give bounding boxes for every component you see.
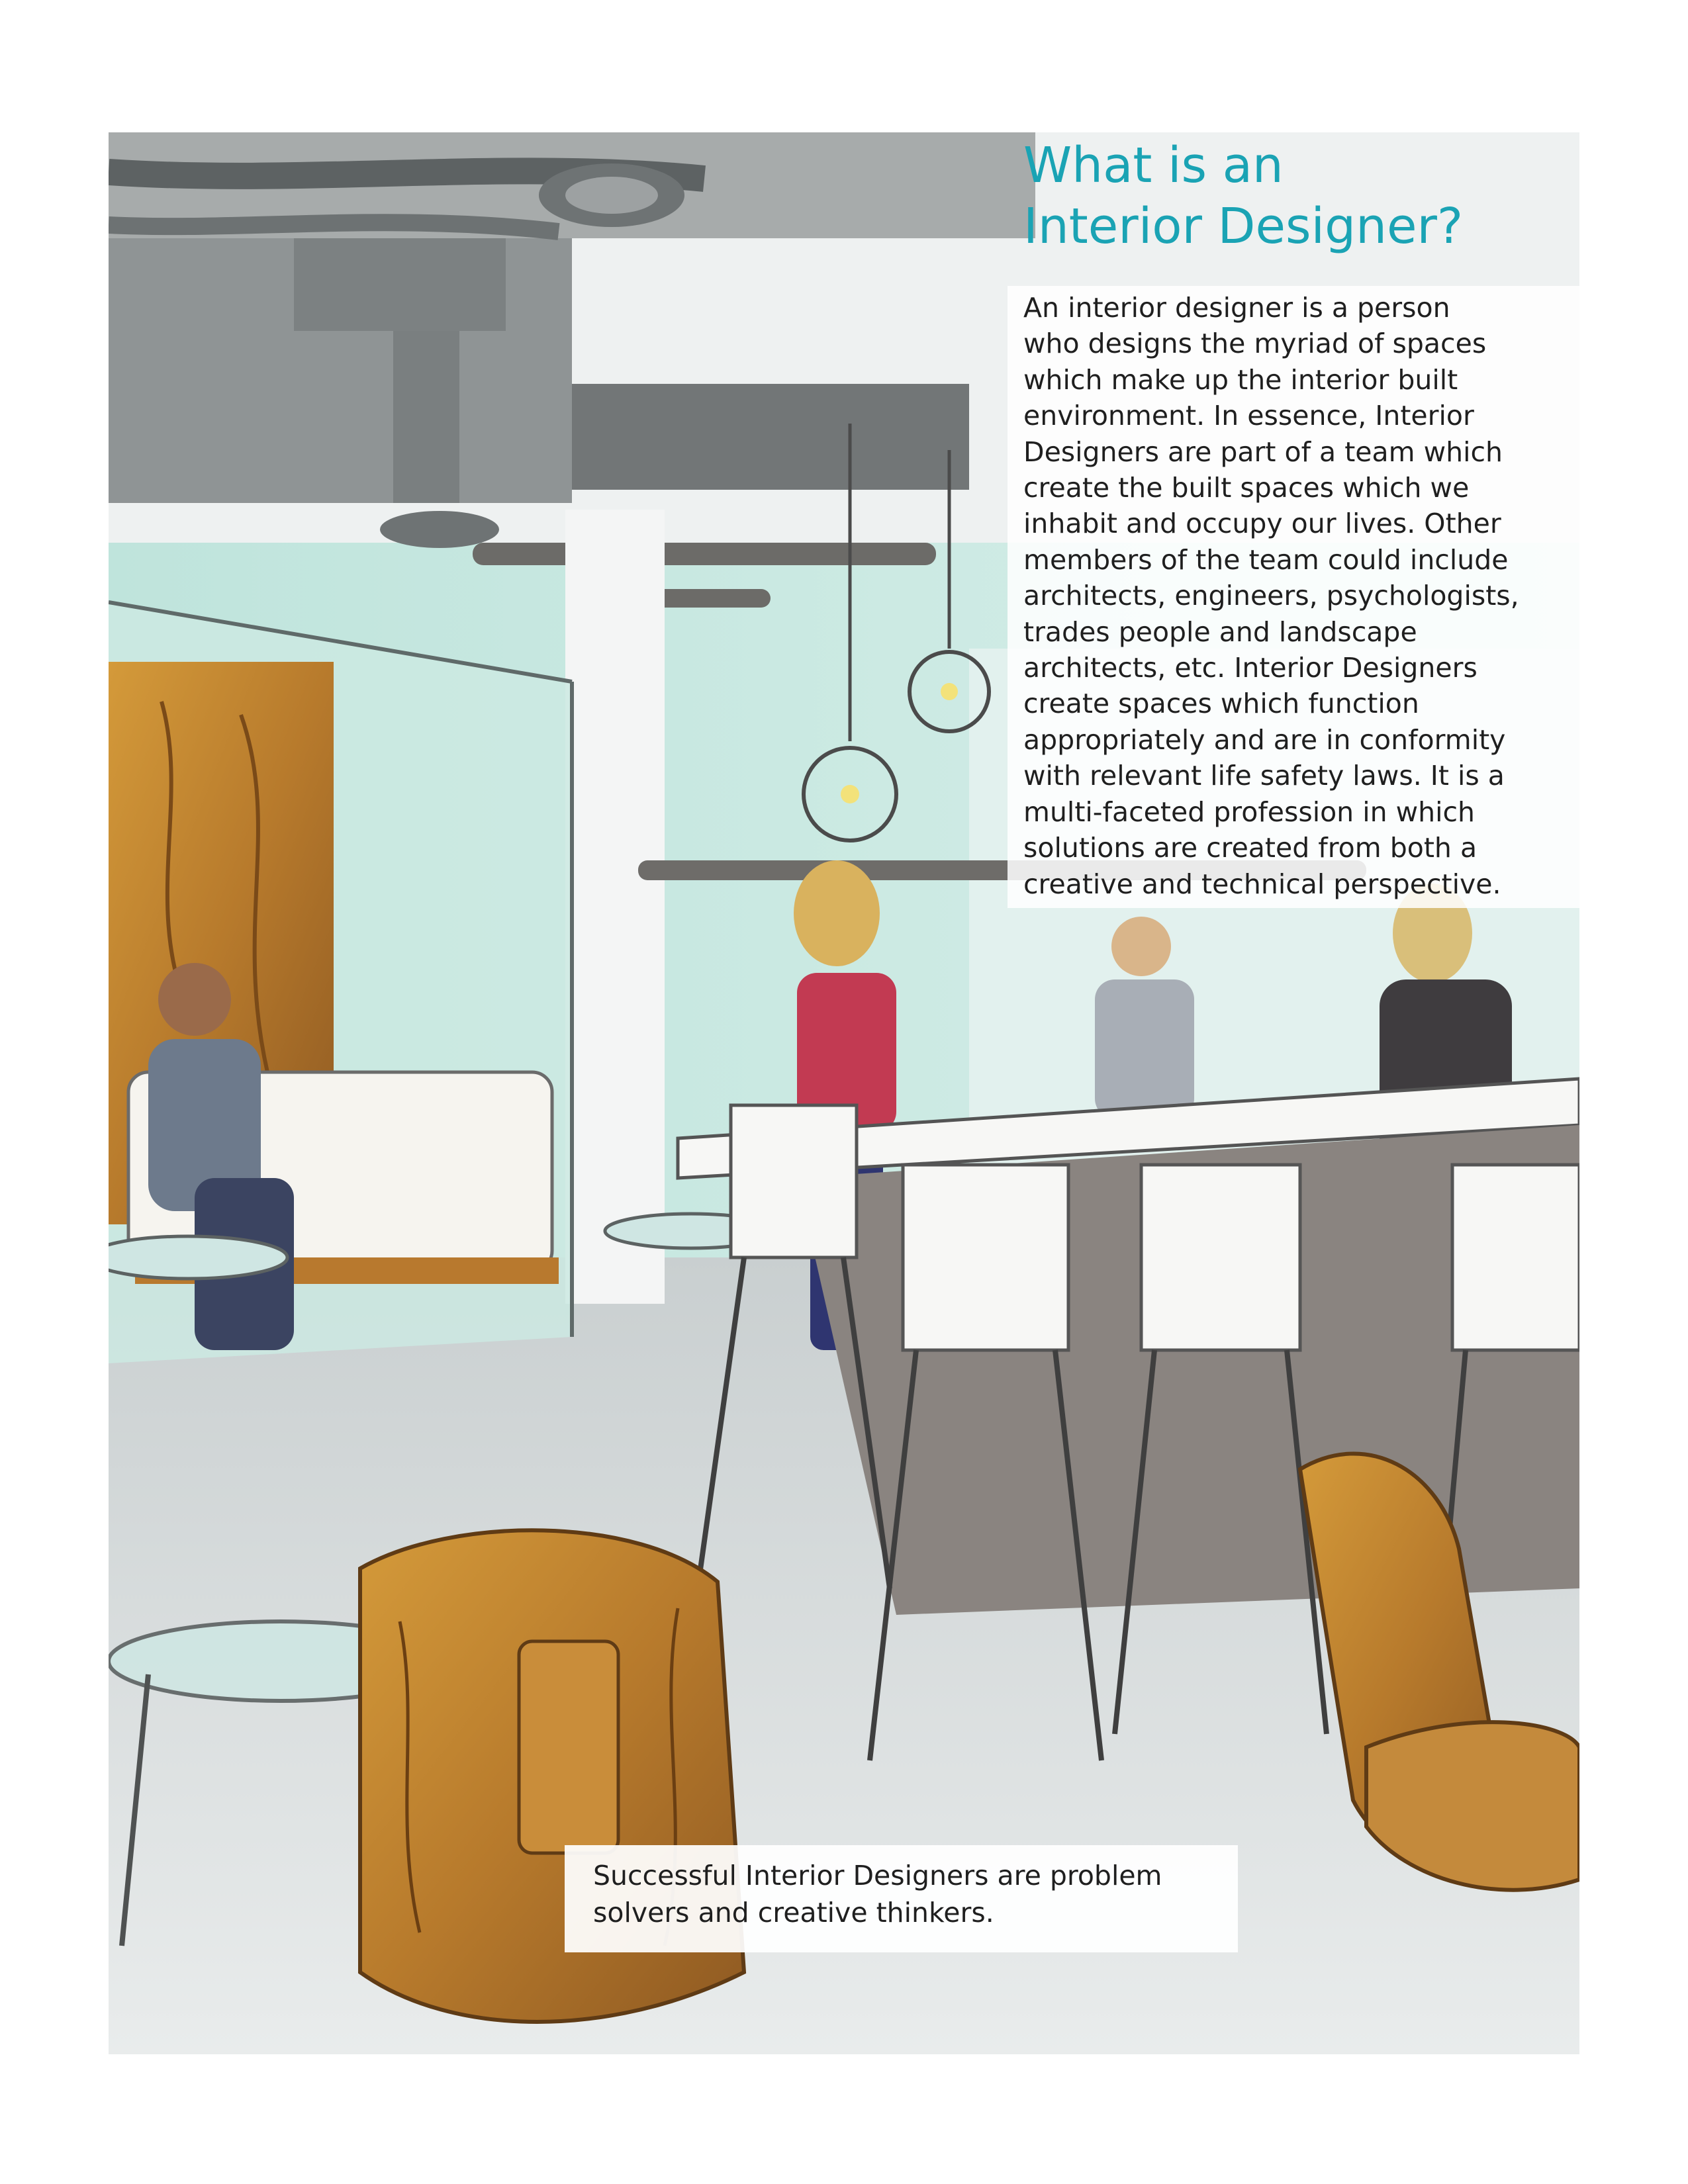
body-line: creative and technical perspective. xyxy=(1023,868,1501,900)
body-line: trades people and landscape xyxy=(1023,615,1417,648)
body-line: who designs the myriad of spaces xyxy=(1023,328,1487,360)
body-line: which make up the interior built xyxy=(1023,363,1458,396)
body-line: create spaces which function xyxy=(1023,688,1419,720)
body-line: environment. In essence, Interior xyxy=(1023,400,1474,432)
page-title xyxy=(1023,135,1566,257)
caption-text xyxy=(593,1857,1229,1931)
body-line: with relevant life safety laws. It is a xyxy=(1023,760,1505,792)
caption-line-2: solvers and creative thinkers. xyxy=(593,1897,994,1929)
body-line: solutions are created from both a xyxy=(1023,832,1477,864)
body-line: Designers are part of a team which xyxy=(1023,435,1503,468)
body-line: multi-faceted profession in which xyxy=(1023,796,1476,828)
page-title-line-2: Interior Designer? xyxy=(1023,198,1464,255)
body-paragraph xyxy=(1023,290,1579,902)
body-line: members of the team could include xyxy=(1023,543,1509,576)
body-line: An interior designer is a person xyxy=(1023,292,1450,324)
body-line: appropriately and are in conformity xyxy=(1023,723,1506,756)
body-line: create the built spaces which we xyxy=(1023,472,1470,504)
body-line: inhabit and occupy our lives. Other xyxy=(1023,508,1501,540)
page-title-line-1: What is an xyxy=(1023,137,1284,194)
body-line: architects, engineers, psychologists, xyxy=(1023,580,1519,612)
caption-line-1: Successful Interior Designers are problem xyxy=(593,1860,1162,1891)
body-line: architects, etc. Interior Designers xyxy=(1023,652,1477,684)
